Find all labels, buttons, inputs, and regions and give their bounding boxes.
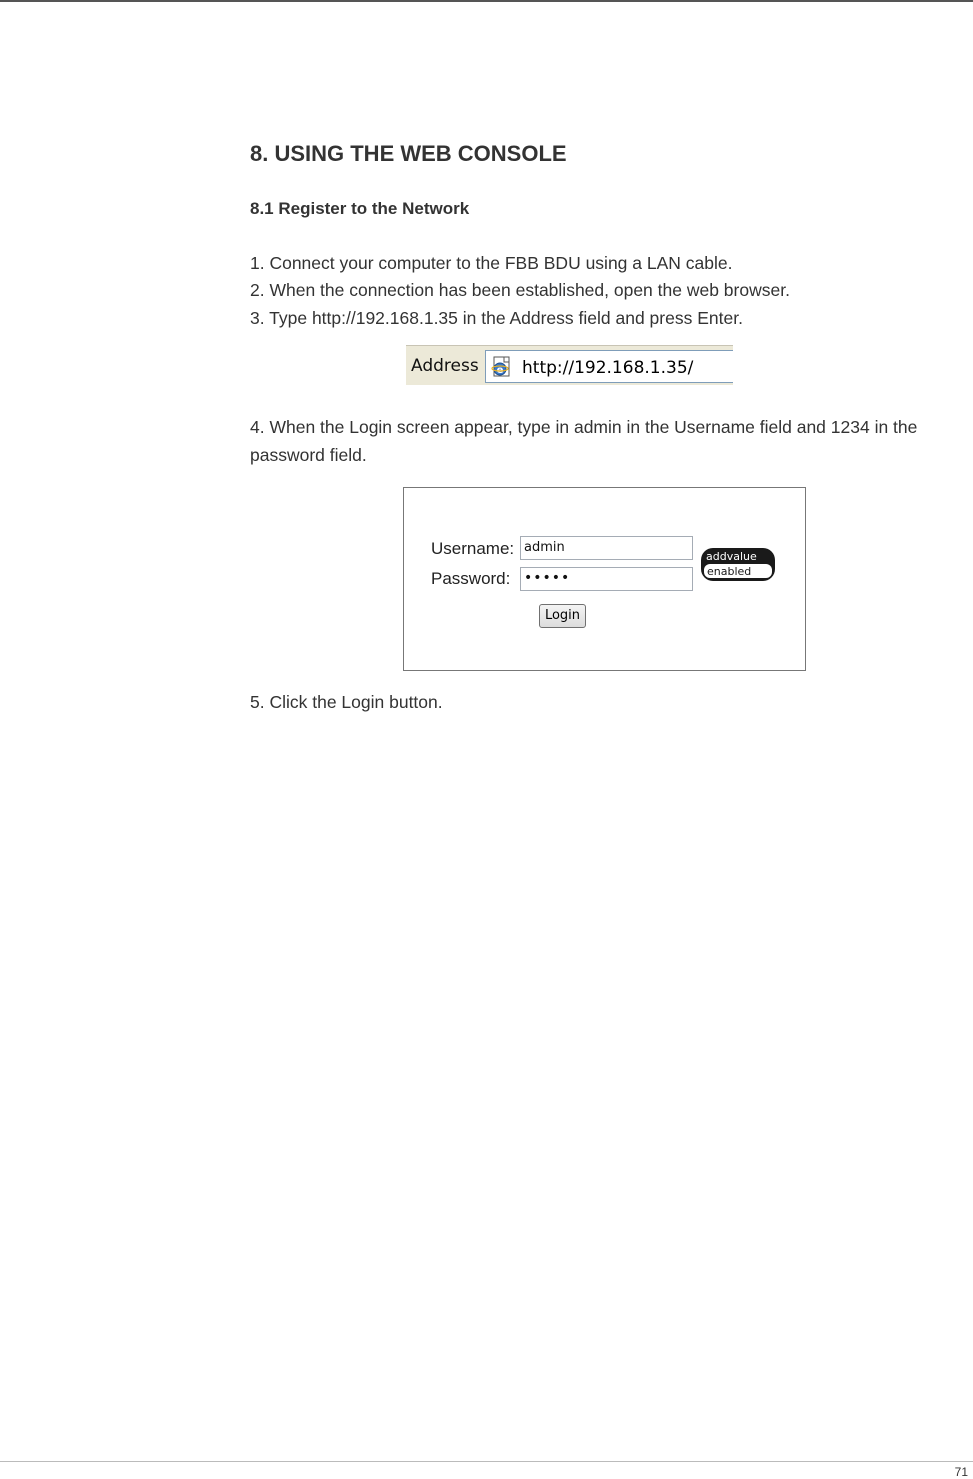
internet-explorer-page-icon [491, 356, 513, 378]
step-2: 2. When the connection has been established, open the web browser. [250, 280, 790, 300]
address-label: Address [411, 356, 479, 376]
step-1: 1. Connect your computer to the FBB BDU using a LAN cable. [250, 253, 733, 273]
login-screen [403, 487, 806, 671]
svg-text:enabled: enabled [707, 565, 752, 578]
addvalue-enabled-logo [700, 547, 776, 582]
step-5: 5. Click the Login button. [250, 692, 443, 712]
password-label: Password: [431, 569, 511, 588]
username-input[interactable]: admin [520, 536, 693, 560]
svg-text:e: e [496, 365, 504, 376]
login-button[interactable]: Login [539, 604, 586, 628]
bottom-rule [0, 1461, 973, 1462]
address-field[interactable] [485, 350, 733, 383]
step-4: 4. When the Login screen appear, type in admin in the Username field and 1234 in the password field. [250, 417, 918, 465]
address-url: http://192.168.1.35/ [522, 358, 694, 378]
top-rule [0, 0, 973, 2]
subsection-title: 8.1 Register to the Network [250, 199, 470, 218]
section-title: 8. USING THE WEB CONSOLE [250, 141, 567, 166]
page-number: 71 [954, 1465, 968, 1479]
username-label: Username: [431, 539, 515, 558]
password-input[interactable]: ••••• [520, 567, 693, 591]
address-bar [406, 345, 733, 385]
svg-text:addvalue: addvalue [706, 550, 757, 563]
step-3: 3. Type http://192.168.1.35 in the Address field and press Enter. [250, 308, 743, 328]
